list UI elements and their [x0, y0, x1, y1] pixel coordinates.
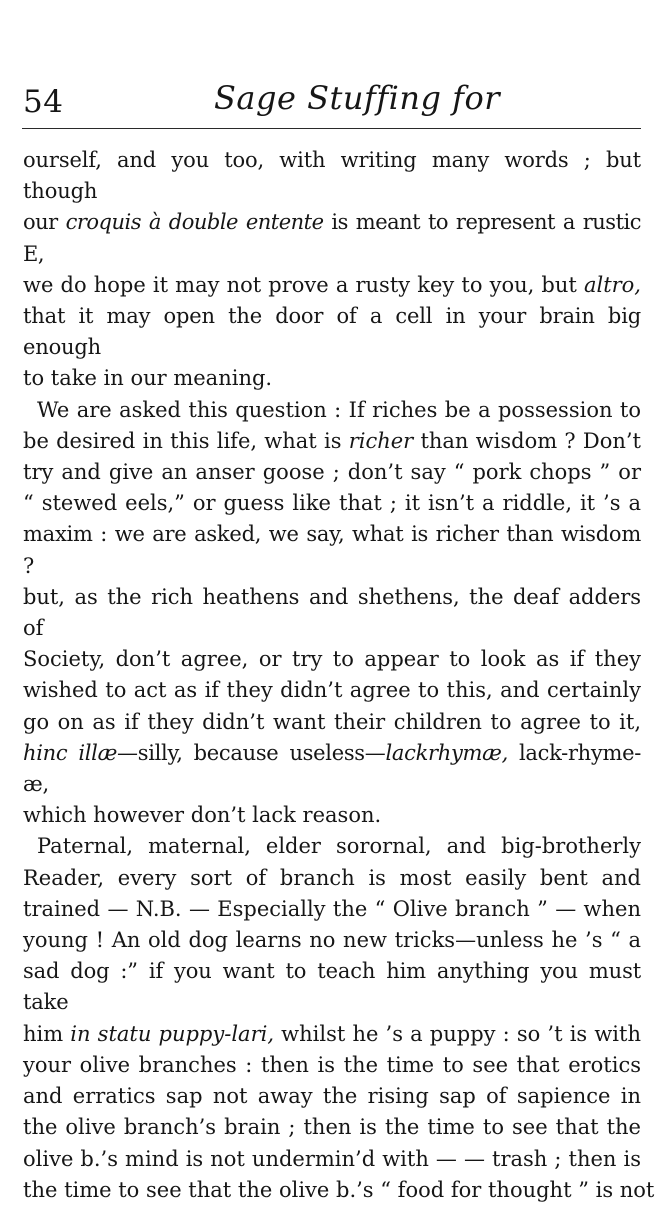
- paragraph: [23, 145, 641, 395]
- text-line: [23, 270, 641, 301]
- page-number: 54: [23, 84, 64, 120]
- text-line: [23, 1081, 641, 1112]
- text-line: [23, 831, 641, 862]
- italic-phrase: richer: [348, 428, 414, 453]
- text-run: young ! An old dog learns no new tricks—unless he ’s “ a: [23, 928, 641, 953]
- text-line: [23, 363, 641, 394]
- paragraph: [23, 395, 641, 832]
- text-line: [23, 1144, 641, 1175]
- text-run: whilst he ’s a puppy : so ’t is with: [274, 1021, 641, 1046]
- text-run: lack-rhyme-æ,: [23, 740, 642, 797]
- text-line: [23, 738, 641, 800]
- text-line: [23, 1050, 641, 1081]
- text-line: [23, 145, 641, 207]
- text-line: [23, 707, 641, 738]
- text-line: [23, 644, 641, 675]
- text-line: [23, 207, 641, 269]
- body-text: [23, 145, 655, 1206]
- italic-phrase: croquis à double entente: [65, 210, 324, 235]
- text-line: [23, 675, 641, 706]
- text-line: [23, 519, 641, 581]
- text-run: Reader, every sort of branch is most easily bent and: [23, 865, 641, 890]
- text-run: and erratics sap not away the rising sap of sapience in: [23, 1084, 641, 1109]
- text-run: ourself, and you too, with writing many words ; but though: [23, 148, 641, 204]
- running-title: Sage Stuffing for: [214, 79, 501, 117]
- italic-phrase: altro,: [583, 272, 641, 297]
- text-run: your olive branches : then is the time to see that erotics: [23, 1052, 641, 1077]
- text-run: sad dog :” if you want to teach him anything you must take: [23, 959, 641, 1015]
- italic-phrase: hinc illæ: [23, 740, 118, 765]
- text-line: [23, 1019, 641, 1050]
- text-run: which however don’t lack reason.: [23, 803, 382, 828]
- text-run: maxim : we are asked, we say, what is richer than wisdom ?: [23, 522, 641, 578]
- text-run: try and give an anser goose ; don’t say “ pork chops ” or: [23, 460, 641, 485]
- text-line: [23, 800, 641, 831]
- text-run: the olive branch’s brain ; then is the time to see that the: [23, 1115, 641, 1140]
- italic-phrase: lackrhymæ,: [385, 740, 508, 765]
- text-run: to take in our meaning.: [23, 366, 273, 391]
- text-line: [23, 925, 641, 956]
- text-line: [23, 956, 641, 1018]
- text-line: [23, 863, 641, 894]
- text-run: go on as if they didn’t want their children to agree to it,: [23, 709, 641, 734]
- text-line: [23, 1175, 655, 1206]
- text-run: —silly, because useless—: [117, 740, 386, 765]
- text-line: [23, 582, 641, 644]
- text-run: our: [23, 210, 66, 235]
- text-line: [23, 395, 641, 426]
- header-rule: [22, 128, 641, 129]
- text-run: that it may open the door of a cell in your brain big enough: [23, 304, 641, 360]
- text-run: “ stewed eels,” or guess like that ; it isn’t a riddle, it ’s a: [23, 491, 641, 516]
- text-run: Paternal, maternal, elder sorornal, and big-brotherly: [37, 834, 641, 859]
- text-line: [23, 1112, 641, 1143]
- text-run: wished to act as if they didn’t agree to this, and certainly: [23, 678, 641, 703]
- text-run: but, as the rich heathens and shethens, the deaf adders of: [23, 584, 641, 641]
- text-run: we do hope it may not prove a rusty key to you, but: [23, 272, 584, 297]
- text-run: Society, don’t agree, or try to appear to look as if they: [23, 647, 641, 672]
- text-run: trained — N.B. — Especially the “ Olive branch ” — when: [23, 896, 641, 921]
- text-run: We are asked this question : If riches be a possession to: [37, 397, 641, 422]
- text-line: [23, 457, 641, 488]
- text-run: him: [23, 1021, 71, 1046]
- paragraph: [23, 831, 655, 1205]
- text-run: than wisdom ? Don’t: [413, 428, 641, 453]
- text-run: olive b.’s mind is not undermin’d with — — trash ; then is: [23, 1146, 641, 1171]
- text-run: the time to see that the olive b.’s “ food for thought ” is not: [23, 1177, 655, 1202]
- italic-phrase: in statu puppy-lari,: [70, 1021, 275, 1046]
- text-line: [23, 301, 641, 363]
- text-run: be desired in this life, what is: [23, 428, 349, 453]
- text-line: [23, 488, 641, 519]
- text-line: [23, 426, 641, 457]
- running-header: [0, 76, 663, 132]
- text-line: [23, 894, 641, 925]
- text-run: is meant to represent a rustic E,: [23, 210, 642, 266]
